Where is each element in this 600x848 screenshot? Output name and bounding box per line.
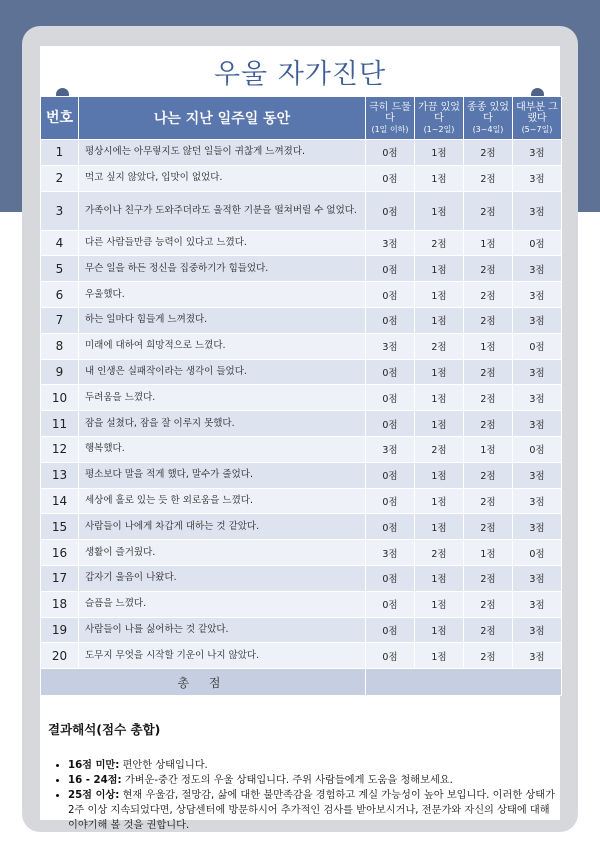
score-option-1[interactable]: 1점 xyxy=(415,307,464,333)
score-option-0[interactable]: 0점 xyxy=(366,411,415,437)
row-question: 세상에 홀로 있는 듯 한 외로움을 느꼈다. xyxy=(79,488,366,514)
score-option-3[interactable]: 3점 xyxy=(513,385,562,411)
score-option-2[interactable]: 2점 xyxy=(464,282,513,308)
score-option-3[interactable]: 3점 xyxy=(513,140,562,166)
score-option-1[interactable]: 1점 xyxy=(415,514,464,540)
header-option-1: 가끔 있었다 (1~2일) xyxy=(415,97,464,140)
score-option-3[interactable]: 3점 xyxy=(513,591,562,617)
total-row xyxy=(41,669,562,696)
score-option-1[interactable]: 2점 xyxy=(415,333,464,359)
score-option-2[interactable]: 1점 xyxy=(464,540,513,566)
row-number: 12 xyxy=(41,436,79,462)
score-option-3[interactable]: 0점 xyxy=(513,333,562,359)
row-question: 내 인생은 실패작이라는 생각이 들었다. xyxy=(79,359,366,385)
row-number: 15 xyxy=(41,514,79,540)
score-option-2[interactable]: 2점 xyxy=(464,643,513,669)
score-option-2[interactable]: 2점 xyxy=(464,140,513,166)
row-number: 6 xyxy=(41,282,79,308)
table-row xyxy=(41,191,562,230)
score-option-3[interactable]: 3점 xyxy=(513,165,562,191)
score-option-0[interactable]: 0점 xyxy=(366,488,415,514)
score-option-3[interactable]: 0점 xyxy=(513,540,562,566)
score-option-3[interactable]: 3점 xyxy=(513,411,562,437)
score-option-1[interactable]: 1점 xyxy=(415,385,464,411)
score-option-2[interactable]: 1점 xyxy=(464,230,513,256)
score-option-3[interactable]: 3점 xyxy=(513,617,562,643)
header-option-0: 극히 드물다 (1일 이하) xyxy=(366,97,415,140)
score-option-0[interactable]: 3점 xyxy=(366,230,415,256)
score-option-3[interactable]: 0점 xyxy=(513,230,562,256)
score-option-3[interactable]: 3점 xyxy=(513,514,562,540)
interpretation-item: • 16 - 24점: 가벼운-중간 정도의 우울 상태입니다. 주위 사람들에게 도움을 청해보세요. xyxy=(68,773,558,788)
row-question: 사람들이 나를 싫어하는 것 같았다. xyxy=(79,617,366,643)
row-number: 2 xyxy=(41,165,79,191)
score-option-0[interactable]: 0점 xyxy=(366,617,415,643)
table-row xyxy=(41,359,562,385)
table-row xyxy=(41,514,562,540)
header-number: 번호 xyxy=(41,97,79,140)
table-row xyxy=(41,565,562,591)
score-option-1[interactable]: 1점 xyxy=(415,140,464,166)
score-option-2[interactable]: 2점 xyxy=(464,411,513,437)
paper-sheet xyxy=(40,46,560,831)
row-question: 평소보다 말을 적게 했다, 말수가 줄었다. xyxy=(79,462,366,488)
row-number: 1 xyxy=(41,140,79,166)
score-option-0[interactable]: 0점 xyxy=(366,307,415,333)
row-question: 평상시에는 아무렇지도 않던 일들이 귀찮게 느껴졌다. xyxy=(79,140,366,166)
row-number: 13 xyxy=(41,462,79,488)
score-option-2[interactable]: 2점 xyxy=(464,385,513,411)
row-number: 4 xyxy=(41,230,79,256)
score-option-1[interactable]: 2점 xyxy=(415,436,464,462)
row-number: 18 xyxy=(41,591,79,617)
table-row xyxy=(41,307,562,333)
score-option-0[interactable]: 0점 xyxy=(366,191,415,230)
table-row xyxy=(41,488,562,514)
score-option-0[interactable]: 0점 xyxy=(366,385,415,411)
score-option-3[interactable]: 3점 xyxy=(513,462,562,488)
table-row xyxy=(41,165,562,191)
row-question: 슬픔을 느꼈다. xyxy=(79,591,366,617)
table-row xyxy=(41,230,562,256)
total-label: 총 점 xyxy=(41,669,366,696)
score-option-0[interactable]: 0점 xyxy=(366,565,415,591)
score-option-0[interactable]: 0점 xyxy=(366,282,415,308)
score-option-0[interactable]: 0점 xyxy=(366,359,415,385)
score-option-3[interactable]: 3점 xyxy=(513,282,562,308)
row-number: 11 xyxy=(41,411,79,437)
table-row xyxy=(41,540,562,566)
score-option-1[interactable]: 1점 xyxy=(415,565,464,591)
score-option-2[interactable]: 1점 xyxy=(464,333,513,359)
score-option-2[interactable]: 2점 xyxy=(464,359,513,385)
table-row xyxy=(41,462,562,488)
table-row xyxy=(41,643,562,669)
row-question: 미래에 대하여 희망적으로 느꼈다. xyxy=(79,333,366,359)
survey-table xyxy=(40,96,562,696)
row-number: 3 xyxy=(41,191,79,230)
table-row xyxy=(41,140,562,166)
score-option-2[interactable]: 2점 xyxy=(464,256,513,282)
row-question: 잠을 설쳤다, 잠을 잘 이루지 못했다. xyxy=(79,411,366,437)
interpretation-list xyxy=(48,758,558,833)
header-option-3: 대부분 그랬다 (5~7일) xyxy=(513,97,562,140)
table-row xyxy=(41,436,562,462)
row-question: 다른 사람들만큼 능력이 있다고 느꼈다. xyxy=(79,230,366,256)
table-row xyxy=(41,333,562,359)
row-question: 하는 일마다 힘들게 느껴졌다. xyxy=(79,307,366,333)
score-option-0[interactable]: 0점 xyxy=(366,140,415,166)
score-option-0[interactable]: 3점 xyxy=(366,333,415,359)
interpretation-section xyxy=(48,720,558,833)
score-option-2[interactable]: 2점 xyxy=(464,565,513,591)
score-option-0[interactable]: 3점 xyxy=(366,436,415,462)
score-option-1[interactable]: 1점 xyxy=(415,282,464,308)
table-row xyxy=(41,256,562,282)
table-row xyxy=(41,385,562,411)
score-option-3[interactable]: 3점 xyxy=(513,359,562,385)
row-question: 생활이 즐거웠다. xyxy=(79,540,366,566)
row-number: 14 xyxy=(41,488,79,514)
score-option-3[interactable]: 0점 xyxy=(513,436,562,462)
card-frame xyxy=(22,26,578,832)
score-option-3[interactable]: 3점 xyxy=(513,643,562,669)
score-option-1[interactable]: 1점 xyxy=(415,191,464,230)
score-option-1[interactable]: 1점 xyxy=(415,165,464,191)
row-number: 5 xyxy=(41,256,79,282)
table-row xyxy=(41,282,562,308)
total-score-cell[interactable] xyxy=(366,669,562,696)
page-title: 우울 자가진단 xyxy=(213,59,387,90)
score-option-0[interactable]: 0점 xyxy=(366,591,415,617)
score-option-1[interactable]: 1점 xyxy=(415,462,464,488)
score-option-2[interactable]: 2점 xyxy=(464,514,513,540)
score-option-1[interactable]: 1점 xyxy=(415,643,464,669)
interpretation-item: • 25점 이상: 현재 우울감, 절망감, 삶에 대한 불만족감을 경험하고 계실 가능성이 높아 보입니다. 이러한 상태가 2주 이상 지속되었다면, 상담센터에 방문하시어 추가적인 검사를 받아보시거나, 전문가와 자신의 상태에 대해 이야기해 볼 것을 권합니다. xyxy=(68,788,558,833)
score-option-2[interactable]: 2점 xyxy=(464,617,513,643)
score-option-1[interactable]: 1점 xyxy=(415,488,464,514)
score-option-2[interactable]: 2점 xyxy=(464,462,513,488)
row-question: 우울했다. xyxy=(79,282,366,308)
score-option-1[interactable]: 1점 xyxy=(415,359,464,385)
row-number: 17 xyxy=(41,565,79,591)
score-option-0[interactable]: 0점 xyxy=(366,514,415,540)
score-option-0[interactable]: 0점 xyxy=(366,643,415,669)
score-option-2[interactable]: 2점 xyxy=(464,191,513,230)
row-question: 갑자기 울음이 나왔다. xyxy=(79,565,366,591)
score-option-0[interactable]: 0점 xyxy=(366,165,415,191)
score-option-1[interactable]: 1점 xyxy=(415,591,464,617)
row-question: 먹고 싶지 않았다, 입맛이 없었다. xyxy=(79,165,366,191)
score-option-3[interactable]: 3점 xyxy=(513,488,562,514)
row-question: 도무지 무엇을 시작할 기운이 나지 않았다. xyxy=(79,643,366,669)
row-question: 무슨 일을 하든 정신을 집중하기가 힘들었다. xyxy=(79,256,366,282)
score-option-2[interactable]: 2점 xyxy=(464,488,513,514)
score-option-3[interactable]: 3점 xyxy=(513,256,562,282)
row-question: 행복했다. xyxy=(79,436,366,462)
score-option-3[interactable]: 3점 xyxy=(513,565,562,591)
row-number: 7 xyxy=(41,307,79,333)
table-row xyxy=(41,411,562,437)
row-number: 19 xyxy=(41,617,79,643)
score-option-1[interactable]: 2점 xyxy=(415,540,464,566)
row-question: 사람들이 나에게 차갑게 대하는 것 같았다. xyxy=(79,514,366,540)
header-option-2: 종종 있었다 (3~4일) xyxy=(464,97,513,140)
score-option-2[interactable]: 2점 xyxy=(464,165,513,191)
score-option-0[interactable]: 3점 xyxy=(366,540,415,566)
score-option-1[interactable]: 1점 xyxy=(415,617,464,643)
table-row xyxy=(41,617,562,643)
row-number: 16 xyxy=(41,540,79,566)
row-number: 8 xyxy=(41,333,79,359)
interpretation-title: 결과해석(점수 총합) xyxy=(48,722,161,737)
score-option-2[interactable]: 2점 xyxy=(464,591,513,617)
row-number: 10 xyxy=(41,385,79,411)
score-option-3[interactable]: 3점 xyxy=(513,191,562,230)
row-number: 9 xyxy=(41,359,79,385)
table-header-row xyxy=(41,97,562,140)
row-question: 두려움을 느꼈다. xyxy=(79,385,366,411)
row-number: 20 xyxy=(41,643,79,669)
score-option-1[interactable]: 2점 xyxy=(415,230,464,256)
table-row xyxy=(41,591,562,617)
score-option-2[interactable]: 2점 xyxy=(464,307,513,333)
header-question: 나는 지난 일주일 동안 xyxy=(79,97,366,140)
score-option-0[interactable]: 0점 xyxy=(366,256,415,282)
score-option-1[interactable]: 1점 xyxy=(415,411,464,437)
score-option-0[interactable]: 0점 xyxy=(366,462,415,488)
interpretation-item: • 16점 미만: 편안한 상태입니다. xyxy=(68,758,558,773)
row-question: 가족이나 친구가 도와주더라도 울적한 기분을 떨쳐버릴 수 없었다. xyxy=(79,191,366,230)
score-option-1[interactable]: 1점 xyxy=(415,256,464,282)
score-option-3[interactable]: 3점 xyxy=(513,307,562,333)
score-option-2[interactable]: 1점 xyxy=(464,436,513,462)
